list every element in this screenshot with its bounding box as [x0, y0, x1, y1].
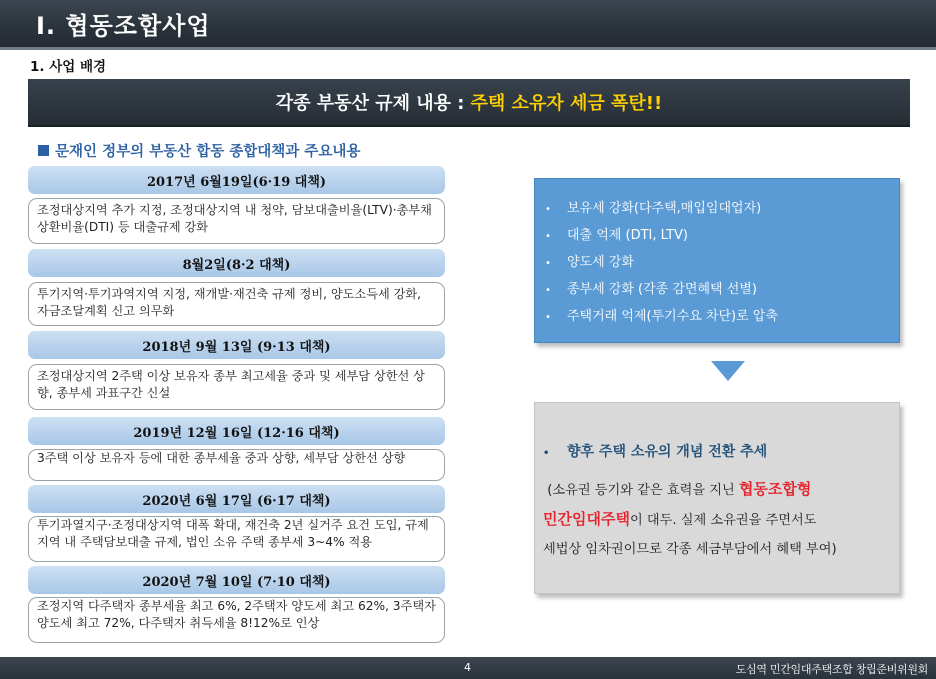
bullet-icon: • [545, 204, 551, 215]
policy-description: 조정대상지역 추가 지정, 조정대상지역 내 청약, 담보대출비율(LTV)·총부채상환비율(DTI) 등 대출규제 강화 [28, 198, 445, 244]
bullet-icon: • [545, 312, 551, 323]
trend-heading-text: 향후 주택 소유의 개념 전환 추세 [567, 444, 768, 460]
list-item [545, 196, 899, 223]
trend-text: (소유권 등기와 같은 효력을 지닌 [547, 483, 735, 498]
policy-date-bar: 8월2일(8·2 대책) [28, 249, 445, 277]
banner-text: 각종 부동산 규제 내용 : [275, 93, 465, 114]
page-number: 4 [464, 661, 471, 674]
subheading-text: 문재인 정부의 부동산 합동 종합대책과 주요내용 [55, 144, 361, 160]
trend-line-2 [543, 505, 889, 535]
footer-bar [0, 657, 936, 679]
policy-description: 조정지역 다주택자 종부세율 최고 6%, 2주택자 양도세 최고 62%, 3주택자 양도세 최고 72%, 다주택자 취득세율 8!12%로 인상 [28, 597, 445, 643]
policy-date-bar: 2017년 6월19일(6·19 대책) [28, 166, 445, 194]
list-item [545, 250, 899, 277]
trend-heading [543, 441, 889, 461]
bullet-icon: • [545, 285, 551, 296]
effect-text: 대출 억제 (DTI, LTV) [567, 228, 688, 243]
trend-line-1 [543, 475, 889, 505]
policy-description: 3주택 이상 보유자 등에 대한 종부세율 중과 상향, 세부담 상한선 상향 [28, 449, 445, 481]
effects-box [534, 178, 900, 343]
effect-text: 보유세 강화(다주택,매입임대업자) [567, 201, 762, 216]
subheading [38, 140, 360, 161]
rental-housing-highlight: 민간임대주택 [543, 510, 630, 528]
policy-description: 투기지역·투기과역지역 지정, 재개발·재건축 규제 정비, 양도소득세 강화, 자금조달계획 신고 의무화 [28, 282, 445, 326]
bullet-icon: • [545, 258, 551, 269]
trend-box [534, 402, 900, 594]
trend-body [543, 475, 889, 564]
trend-line-3 [543, 535, 889, 564]
policy-date-bar: 2020년 7월 10일 (7·10 대책) [28, 566, 445, 594]
cooperative-highlight: 협동조합형 [738, 480, 812, 498]
effects-list [545, 196, 899, 331]
list-item [545, 277, 899, 304]
bullet-icon: • [543, 448, 550, 459]
page-title: Ⅰ. 협동조합사업 [36, 12, 211, 40]
arrow-down-icon [711, 361, 745, 381]
trend-text: 세법상 임차권이므로 각종 세금부담에서 혜택 부여) [543, 542, 837, 557]
effect-text: 주택거래 억제(투기수요 차단)로 압축 [567, 309, 778, 324]
header-divider [0, 47, 936, 50]
effect-text: 양도세 강화 [567, 255, 634, 270]
square-bullet-icon [38, 145, 49, 156]
organization-name: 도심역 민간임대주택조합 창립준비위원회 [735, 663, 928, 676]
policy-date-bar: 2018년 9월 13일 (9·13 대책) [28, 331, 445, 359]
bullet-icon: • [545, 231, 551, 242]
policy-description: 조정대상지역 2주택 이상 보유자 종부 최고세율 중과 및 세부담 상한선 상향, 종부세 과표구간 신설 [28, 364, 445, 410]
list-item [545, 304, 899, 331]
policy-description: 투기과열지구·조정대상지역 대폭 확대, 재건축 2년 실거주 요건 도입, 규제지역 내 주택담보대출 규제, 법인 소유 주택 종부세 3~4% 적용 [28, 516, 445, 562]
policy-date-bar: 2020년 6월 17일 (6·17 대책) [28, 485, 445, 513]
policy-date-bar: 2019년 12월 16일 (12·16 대책) [28, 417, 445, 445]
section-title: 1. 사업 배경 [30, 59, 107, 75]
effect-text: 종부세 강화 (각종 감면혜택 선별) [567, 282, 757, 297]
list-item [545, 223, 899, 250]
trend-text: 이 대두. 실제 소유권을 주면서도 [629, 513, 817, 528]
headline-banner [28, 79, 910, 127]
banner-highlight: 주택 소유자 세금 폭탄!! [470, 93, 663, 114]
header-bar [0, 0, 936, 47]
